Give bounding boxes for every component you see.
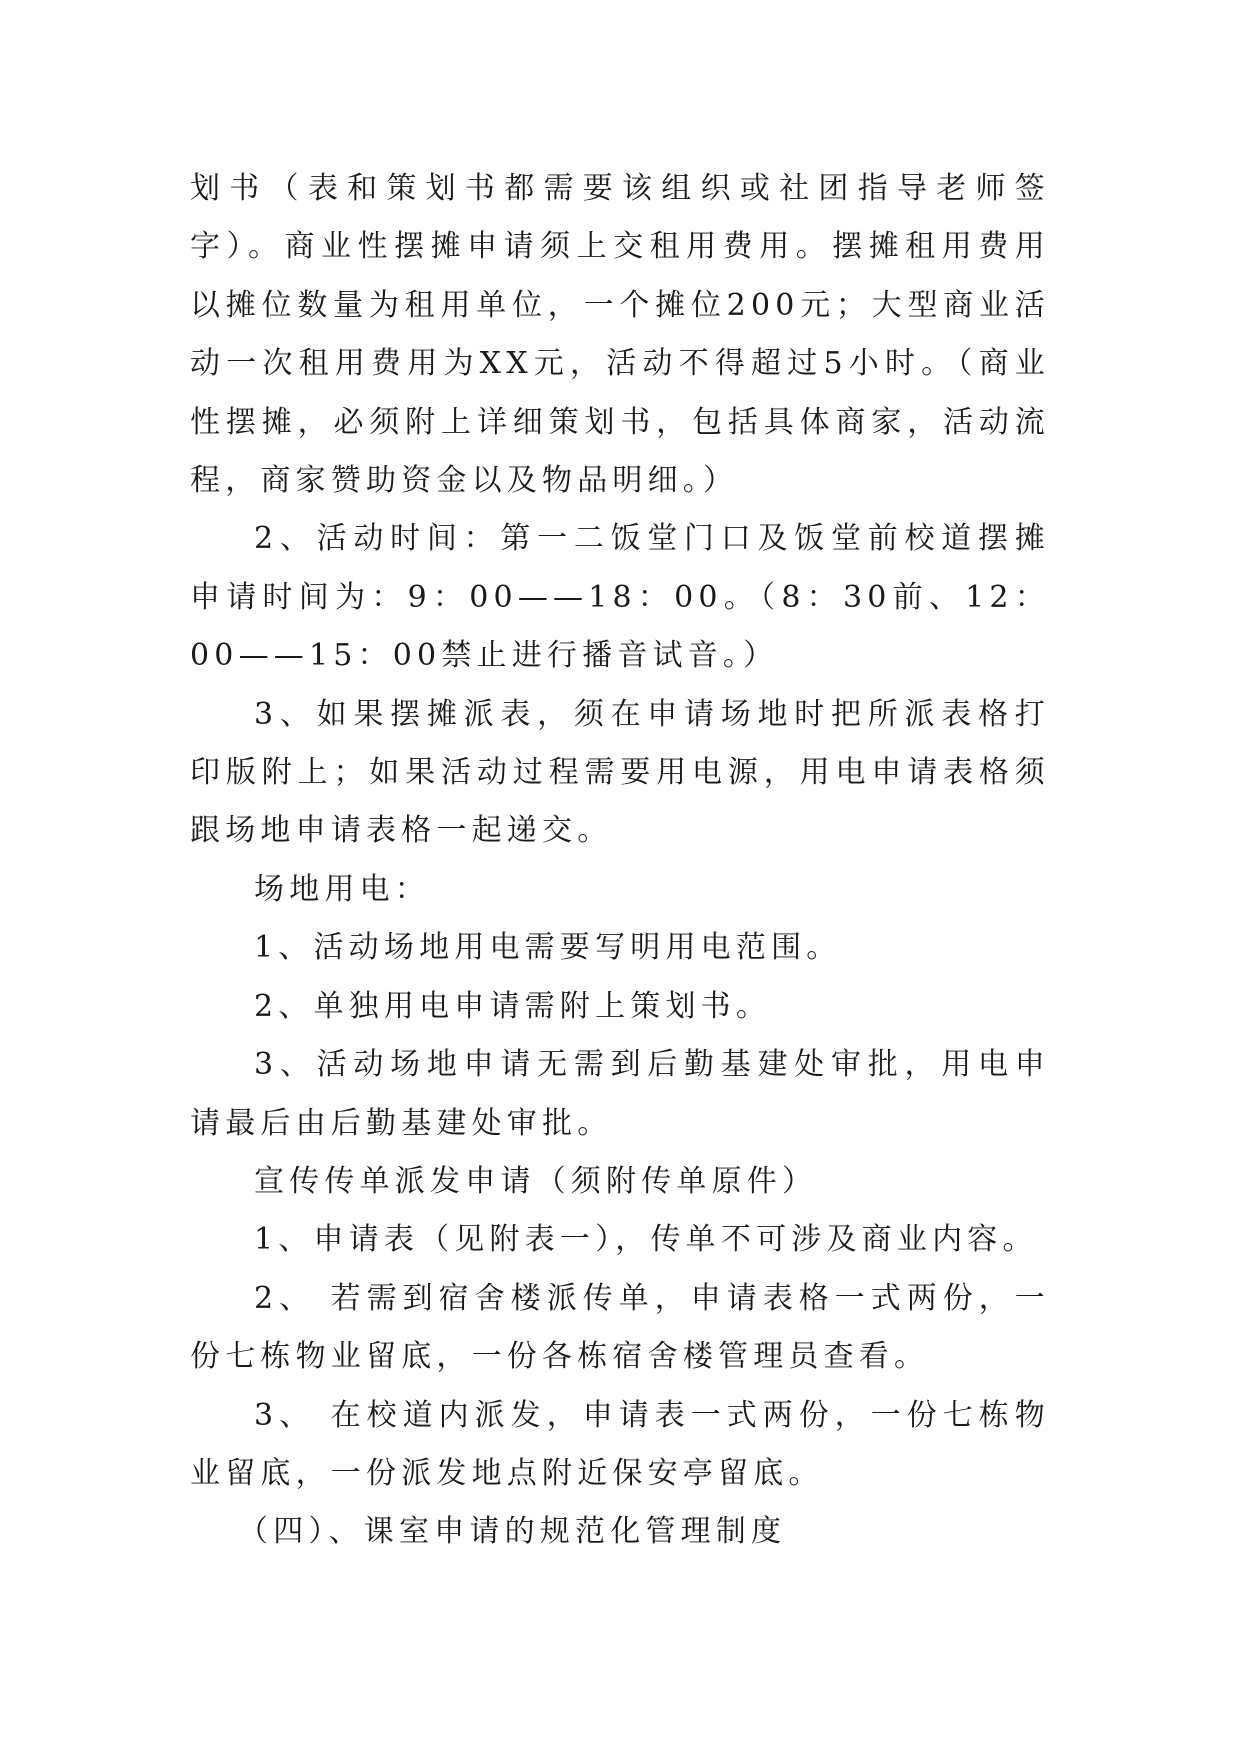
list-item: 3、活动场地申请无需到后勤基建处审批，用电申请最后由后勤基建处审批。 (190, 1047, 1050, 1141)
section-heading-classroom: （四）、课室申请的规范化管理制度 (238, 1514, 787, 1550)
paragraph-continuation: 划书（表和策划书都需要该组织或社团指导老师签字）。商业性摆摊申请须上交租用费用。摆摊租用费用以摊位数量为租用单位，一个摊位200元；大型商业活动一次租用费用为XX元，活动不得超过5小时。（商业性摆摊，必须附上详细策划书，包括具体商家，活动流程，商家赞助资金以及物品明细。） (190, 171, 1050, 499)
document-body (190, 160, 1050, 1562)
paragraph-activity-time: 2、活动时间：第一二饭堂门口及饭堂前校道摆摊申请时间为：9：00——18：00。（8：30前、12：00——15：00禁止进行播音试音。） (190, 521, 1050, 674)
list-item: 1、申请表（见附表一），传单不可涉及商业内容。 (254, 1222, 1038, 1258)
list-item: 1、活动场地用电需要写明用电范围。 (254, 930, 842, 966)
heading-flyer-distribution: 宣传传单派发申请（须附传单原件） (254, 1163, 818, 1199)
paragraph-form-distribution: 3、如果摆摊派表，须在申请场地时把所派表格打印版附上；如果活动过程需要用电源，用电申请表格须跟场地申请表格一起递交。 (190, 696, 1050, 849)
list-item: 3、 在校道内派发，申请表一式两份，一份七栋物业留底，一份派发地点附近保安亭留底。 (190, 1397, 1050, 1491)
list-item: 2、 若需到宿舍楼派传单，申请表格一式两份，一份七栋物业留底，一份各栋宿舍楼管理员查看。 (190, 1280, 1050, 1375)
heading-venue-electricity: 场地用电： (254, 871, 430, 907)
list-item: 2、单独用电申请需附上策划书。 (254, 988, 772, 1024)
